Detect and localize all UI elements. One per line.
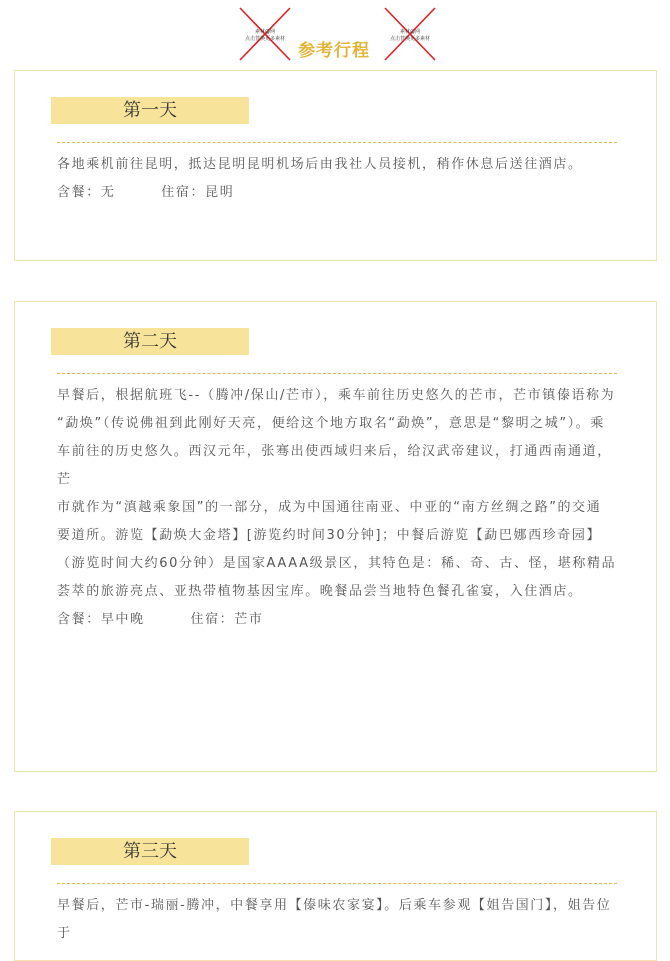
meal-stay-line xyxy=(57,606,619,634)
stay-label: 住宿： xyxy=(161,185,206,200)
day-description xyxy=(57,892,619,948)
cross-icon xyxy=(236,6,294,64)
placeholder-text-line2: 点击替换更多素材 xyxy=(389,36,430,42)
paragraph: “勐焕”（传说佛祖到此刚好天亮，便给这个地方取名“勐焕”，意思是“黎明之城”）。乘 xyxy=(57,416,606,431)
day-label: 第一天 xyxy=(51,97,249,124)
meals-label: 含餐： xyxy=(57,612,101,627)
meals-label: 含餐： xyxy=(57,185,101,200)
day-description xyxy=(57,382,619,634)
meal-stay-line xyxy=(57,179,619,207)
day-card-2 xyxy=(14,301,657,772)
paragraph: 要道所。游览【勐焕大金塔】[游览约时间30分钟]；中餐后游览【勐巴娜西珍奇园】（游览时间大约60分钟）是国家AAAA级景区，其特色是：稀、奇、古、怪，堪称精品荟萃的旅游亮点、亚热带植物基因宝库。晚餐品尝当地特色餐孔雀宴，入住酒店。 xyxy=(57,528,617,599)
day-label: 第三天 xyxy=(51,838,249,865)
right-crossed-placeholder xyxy=(381,6,439,64)
page-title: 参考行程 xyxy=(298,41,370,61)
paragraph: 各地乘机前往昆明，抵达昆明昆明机场后由我社人员接机，稍作休息后送往酒店。 xyxy=(57,157,583,172)
paragraph: 早餐后，芒市-瑞丽-腾冲，中餐享用【傣味农家宴】。后乘车参观【姐告国门】，姐告位于 xyxy=(57,898,612,941)
day-card-3 xyxy=(14,811,657,961)
day-label: 第二天 xyxy=(51,328,249,355)
placeholder-text-line1: 素材@网 xyxy=(399,29,420,35)
meals-value: 无 xyxy=(100,185,116,200)
day-description xyxy=(57,151,619,207)
paragraph: 市就作为“滇越乘象国”的一部分，成为中国通往南亚、中亚的“南方丝绸之路”的交通 xyxy=(57,500,602,515)
stay-value: 昆明 xyxy=(205,185,235,200)
paragraph: 车前往的历史悠久。西汉元年，张骞出使西域归来后，给汉武帝建议，打通西南通道，芒 xyxy=(57,444,612,487)
left-crossed-placeholder xyxy=(236,6,294,64)
placeholder-text-line2: 点击替换更多素材 xyxy=(244,36,285,42)
dashed-divider xyxy=(57,373,617,374)
dashed-divider xyxy=(57,883,617,884)
placeholder-text-line1: 素材@网 xyxy=(254,29,275,35)
cross-icon xyxy=(381,6,439,64)
paragraph: 早餐后，根据航班飞--（腾冲/保山/芒市），乘车前往历史悠久的芒市，芒市镇傣语称为 xyxy=(57,388,616,403)
day-card-1 xyxy=(14,70,657,261)
stay-label: 住宿： xyxy=(190,612,235,627)
dashed-divider xyxy=(57,142,617,143)
meals-value: 早中晚 xyxy=(100,612,145,627)
stay-value: 芒市 xyxy=(234,612,264,627)
page-header xyxy=(0,0,670,66)
